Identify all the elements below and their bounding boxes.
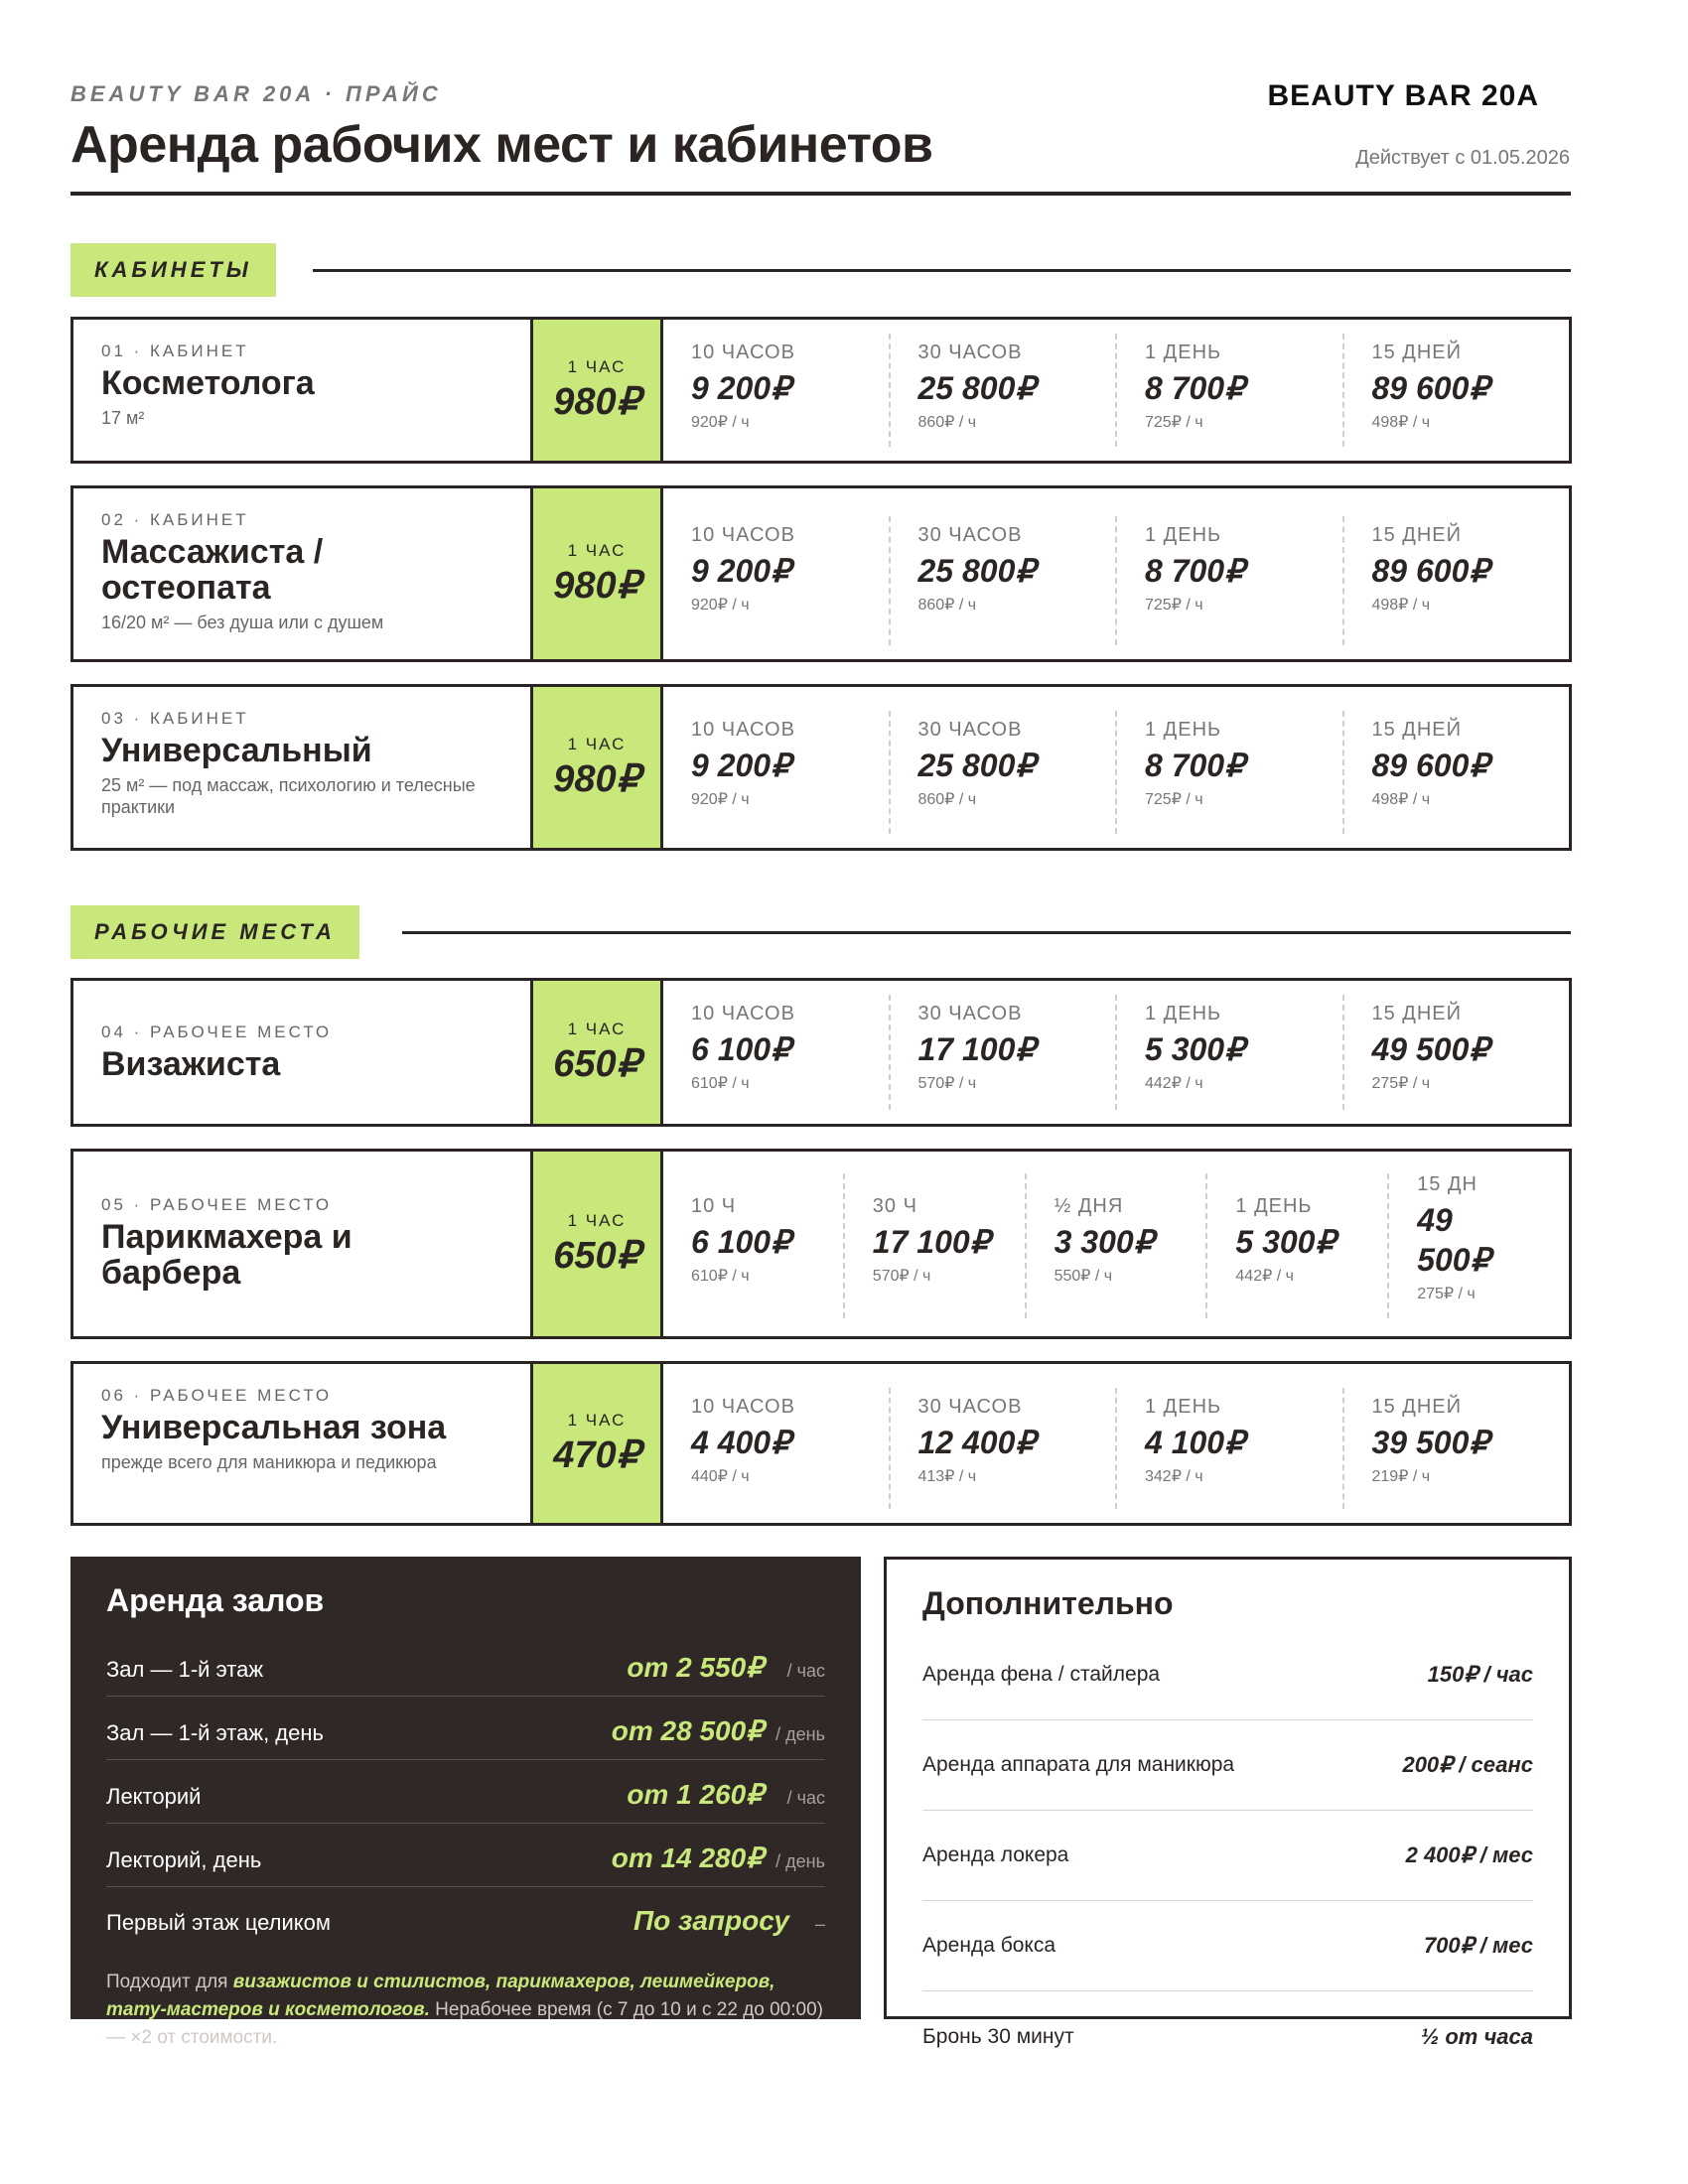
- tier-unit-price: 440₽ / ч: [691, 1468, 750, 1485]
- tier-label: 1 ДЕНЬ: [1145, 1003, 1222, 1024]
- tier-label: 1 ДЕНЬ: [1235, 1195, 1313, 1217]
- tier-unit-price: 920₽ / ч: [691, 414, 750, 431]
- price-row-universal-zone: [70, 1361, 1572, 1526]
- section-tag-cabinets: КАБИНЕТЫ: [70, 243, 276, 297]
- tier-cell: [1344, 516, 1570, 645]
- tier-unit-price: 860₽ / ч: [917, 791, 977, 808]
- tier-label: 30 ЧАСОВ: [917, 524, 1023, 546]
- row-index: 05 · РАБОЧЕЕ МЕСТО: [101, 1195, 333, 1214]
- page-title: Аренда рабочих мест и кабинетов: [70, 116, 933, 174]
- tier-price: 4 100₽: [1145, 1425, 1245, 1460]
- tier-price: 5 300₽: [1235, 1224, 1336, 1260]
- tier-unit-price: 498₽ / ч: [1371, 597, 1431, 614]
- tier-cell: [663, 1173, 845, 1318]
- hall-unit: / день: [775, 1851, 825, 1871]
- tier-cell: [891, 334, 1118, 447]
- row-index: 03 · КАБИНЕТ: [101, 709, 249, 728]
- tier-cell: [1344, 711, 1570, 834]
- tier-list: [663, 320, 1569, 461]
- hour-label: 1 ЧАС: [567, 1019, 627, 1038]
- tier-label: 10 ЧАСОВ: [691, 719, 795, 741]
- hour-price: 650₽: [553, 1234, 640, 1277]
- hall-name: Лекторий, день: [106, 1847, 262, 1872]
- hall-name: Зал — 1-й этаж, день: [106, 1720, 324, 1745]
- row-subtitle: 16/20 м² — без душа или с душем: [101, 613, 384, 632]
- row-index: 06 · РАБОЧЕЕ МЕСТО: [101, 1386, 333, 1405]
- hour-label: 1 ЧАС: [567, 356, 627, 376]
- tier-price: 25 800₽: [917, 748, 1036, 783]
- tier-unit-price: 498₽ / ч: [1371, 791, 1431, 808]
- row-title: Парикмахера и барбера: [101, 1218, 352, 1292]
- tier-unit-price: 570₽ / ч: [917, 1075, 977, 1092]
- section-divider-workplaces: [402, 931, 1571, 934]
- halls-panel: [70, 1557, 861, 2048]
- extra-name: Аренда бокса: [922, 1934, 1056, 1957]
- hour-label: 1 ЧАС: [567, 1410, 627, 1430]
- row-title: Массажиста / остеопата: [101, 533, 324, 607]
- hall-name: Лекторий: [106, 1784, 202, 1809]
- tier-price: 8 700₽: [1145, 370, 1245, 406]
- hall-unit: / час: [786, 1788, 825, 1808]
- extra-price: ½ от часа: [1420, 2023, 1533, 2049]
- tier-label: 30 Ч: [872, 1195, 917, 1217]
- tier-price: 9 200₽: [691, 748, 791, 783]
- tier-price: 4 400₽: [691, 1425, 791, 1460]
- hall-price: от 1 260₽: [627, 1779, 764, 1810]
- tier-price: 12 400₽: [917, 1425, 1036, 1460]
- tier-list: [663, 687, 1569, 848]
- tier-list: [663, 488, 1569, 659]
- tier-price: 39 500₽: [1371, 1425, 1489, 1460]
- tier-label: 30 ЧАСОВ: [917, 1396, 1023, 1418]
- brand-logo: BEAUTY BAR 20A: [1267, 79, 1539, 112]
- row-title: Визажиста: [101, 1045, 281, 1083]
- tier-cell: [663, 995, 891, 1110]
- price-row-hairdresser: [70, 1149, 1572, 1339]
- valid-from: Действует с 01.05.2026: [1355, 147, 1570, 169]
- extra-price: 2 400₽ / мес: [1405, 1843, 1533, 1867]
- tier-label: 15 ДНЕЙ: [1371, 341, 1463, 363]
- tier-price: 49 500₽: [1417, 1202, 1490, 1278]
- extra-row: [922, 1991, 1533, 2082]
- tier-cell: [663, 334, 891, 447]
- tier-price: 3 300₽: [1054, 1224, 1155, 1260]
- hall-price: от 2 550₽: [627, 1652, 764, 1683]
- tier-label: 10 ЧАСОВ: [691, 1396, 795, 1418]
- hour-label: 1 ЧАС: [567, 734, 627, 753]
- tier-label: 30 ЧАСОВ: [917, 719, 1023, 741]
- row-subtitle: прежде всего для маникюра и педикюра: [101, 1452, 437, 1472]
- hour-price-cell: [530, 488, 663, 659]
- row-subtitle: 17 м²: [101, 408, 145, 428]
- price-row-massage: [70, 485, 1572, 662]
- tier-price: 9 200₽: [691, 553, 791, 589]
- tier-price: 8 700₽: [1145, 748, 1245, 783]
- tier-cell: [1344, 1388, 1570, 1509]
- tier-cell: [891, 995, 1118, 1110]
- row-name-block: [73, 320, 530, 461]
- hall-row: [106, 1824, 825, 1887]
- tier-label: 10 ЧАСОВ: [691, 524, 795, 546]
- extra-row: [922, 1901, 1533, 1991]
- tier-price: 89 600₽: [1371, 370, 1489, 406]
- tier-list: [663, 1364, 1569, 1523]
- tier-label: 1 ДЕНЬ: [1145, 719, 1222, 741]
- hour-price-cell: [530, 1364, 663, 1523]
- tier-cell: [1389, 1173, 1569, 1318]
- tier-unit-price: 550₽ / ч: [1054, 1268, 1113, 1285]
- hour-price: 470₽: [553, 1433, 640, 1476]
- row-name-block: [73, 1364, 530, 1523]
- tier-price: 89 600₽: [1371, 553, 1489, 589]
- tier-unit-price: 725₽ / ч: [1145, 414, 1203, 431]
- tier-label: 1 ДЕНЬ: [1145, 1396, 1222, 1418]
- hall-unit: / день: [775, 1724, 825, 1744]
- row-name-block: [73, 1152, 530, 1336]
- extra-price: 200₽ / сеанс: [1402, 1752, 1533, 1777]
- hall-row: [106, 1633, 825, 1697]
- tier-unit-price: 413₽ / ч: [917, 1468, 977, 1485]
- tier-unit-price: 342₽ / ч: [1145, 1468, 1203, 1485]
- extra-title: Дополнительно: [922, 1585, 1174, 1621]
- price-row-cosmetologist: [70, 317, 1572, 464]
- extra-price: 150₽ / час: [1427, 1662, 1533, 1687]
- hour-price-cell: [530, 687, 663, 848]
- tier-unit-price: 275₽ / ч: [1417, 1286, 1476, 1302]
- tier-cell: [1117, 334, 1344, 447]
- tier-cell: [1117, 711, 1344, 834]
- tier-label: 10 ЧАСОВ: [691, 341, 795, 363]
- halls-note: [106, 1969, 825, 2052]
- extra-name: Аренда локера: [922, 1843, 1069, 1866]
- hour-price: 980₽: [553, 564, 640, 607]
- hour-price-cell: [530, 320, 663, 461]
- hall-name: Первый этаж целиком: [106, 1910, 332, 1935]
- extra-row: [922, 1630, 1533, 1720]
- tier-price: 6 100₽: [691, 1031, 791, 1067]
- tier-cell: [891, 516, 1118, 645]
- hall-price: По запросу: [633, 1905, 789, 1936]
- tier-list: [663, 981, 1569, 1124]
- tier-cell: [1344, 334, 1570, 447]
- tier-label: 10 Ч: [691, 1195, 737, 1217]
- tier-cell: [1027, 1173, 1208, 1318]
- tier-label: 1 ДЕНЬ: [1145, 341, 1222, 363]
- price-row-universal-cabinet: [70, 684, 1572, 851]
- page-kicker: BEAUTY BAR 20A · ПРАЙС: [70, 81, 442, 106]
- hall-row: [106, 1760, 825, 1824]
- row-index: 01 · КАБИНЕТ: [101, 341, 249, 360]
- header-divider: [70, 192, 1571, 196]
- tier-unit-price: 498₽ / ч: [1371, 414, 1431, 431]
- extra-name: Аренда фена / стайлера: [922, 1663, 1161, 1686]
- tier-label: 1 ДЕНЬ: [1145, 524, 1222, 546]
- tier-price: 25 800₽: [917, 553, 1036, 589]
- tier-unit-price: 610₽ / ч: [691, 1075, 750, 1092]
- hour-label: 1 ЧАС: [567, 540, 627, 560]
- halls-note-highlight: визажистов и стилистов, парикмахеров, лешмейкеров, тату-мастеров и косметологов.: [106, 1972, 775, 2020]
- halls-note-post: Нерабочее время (с 7 до 10 и с 22 до 00:00) — ×2 от стоимости.: [106, 1999, 823, 2048]
- extra-name: Бронь 30 минут: [922, 2024, 1074, 2048]
- tier-price: 49 500₽: [1371, 1031, 1489, 1067]
- section-tag-workplaces: РАБОЧИЕ МЕСТА: [70, 905, 359, 959]
- tier-label: 15 ДНЕЙ: [1371, 524, 1463, 546]
- tier-label: 30 ЧАСОВ: [917, 341, 1023, 363]
- tier-price: 8 700₽: [1145, 553, 1245, 589]
- tier-unit-price: 275₽ / ч: [1371, 1075, 1431, 1092]
- tier-list: [663, 1152, 1569, 1336]
- tier-cell: [663, 516, 891, 645]
- tier-cell: [845, 1173, 1027, 1318]
- tier-price: 25 800₽: [917, 370, 1036, 406]
- section-divider-cabinets: [313, 269, 1571, 272]
- hall-price: от 28 500₽: [611, 1715, 764, 1746]
- tier-cell: [663, 1388, 891, 1509]
- tier-unit-price: 725₽ / ч: [1145, 791, 1203, 808]
- tier-cell: [1117, 516, 1344, 645]
- hall-unit: / час: [786, 1661, 825, 1681]
- row-name-block: [73, 687, 530, 848]
- row-name-block: [73, 981, 530, 1124]
- halls-title: Аренда залов: [106, 1582, 325, 1618]
- extra-price: 700₽ / мес: [1423, 1933, 1533, 1958]
- extra-row: [922, 1811, 1533, 1901]
- tier-unit-price: 860₽ / ч: [917, 597, 977, 614]
- price-row-makeup: [70, 978, 1572, 1127]
- tier-label: ½ ДНЯ: [1054, 1195, 1124, 1217]
- extra-panel: [884, 1557, 1572, 2049]
- tier-label: 15 ДН: [1417, 1173, 1477, 1195]
- row-index: 02 · КАБИНЕТ: [101, 510, 249, 529]
- hall-price: от 14 280₽: [611, 1843, 764, 1873]
- tier-unit-price: 610₽ / ч: [691, 1268, 750, 1285]
- hour-label: 1 ЧАС: [567, 1210, 627, 1230]
- extra-name: Аренда аппарата для маникюра: [922, 1753, 1235, 1776]
- tier-price: 5 300₽: [1145, 1031, 1245, 1067]
- tier-unit-price: 442₽ / ч: [1145, 1075, 1203, 1092]
- tier-cell: [663, 711, 891, 834]
- tier-cell: [1344, 995, 1570, 1110]
- hour-price: 650₽: [553, 1042, 640, 1085]
- hall-row: [106, 1887, 825, 1951]
- row-title: Косметолога: [101, 364, 315, 402]
- row-index: 04 · РАБОЧЕЕ МЕСТО: [101, 1023, 333, 1041]
- tier-label: 30 ЧАСОВ: [917, 1003, 1023, 1024]
- tier-unit-price: 920₽ / ч: [691, 791, 750, 808]
- tier-price: 9 200₽: [691, 370, 791, 406]
- hour-price-cell: [530, 1152, 663, 1336]
- tier-unit-price: 920₽ / ч: [691, 597, 750, 614]
- hour-price: 980₽: [553, 757, 640, 800]
- halls-note-pre: Подходит для: [106, 1972, 233, 1992]
- tier-label: 15 ДНЕЙ: [1371, 1003, 1463, 1024]
- tier-cell: [1207, 1173, 1389, 1318]
- hall-unit: –: [814, 1914, 825, 1934]
- tier-unit-price: 570₽ / ч: [872, 1268, 931, 1285]
- tier-price: 6 100₽: [691, 1224, 791, 1260]
- row-title: Универсальный: [101, 732, 372, 769]
- hall-row: [106, 1697, 825, 1760]
- hour-price: 980₽: [553, 380, 640, 423]
- tier-price: 17 100₽: [872, 1224, 991, 1260]
- tier-cell: [1117, 1388, 1344, 1509]
- tier-unit-price: 725₽ / ч: [1145, 597, 1203, 614]
- tier-unit-price: 860₽ / ч: [917, 414, 977, 431]
- extra-row: [922, 1720, 1533, 1811]
- row-title: Универсальная зона: [101, 1409, 447, 1446]
- row-name-block: [73, 488, 530, 659]
- tier-label: 15 ДНЕЙ: [1371, 1396, 1463, 1418]
- tier-price: 17 100₽: [917, 1031, 1036, 1067]
- tier-label: 15 ДНЕЙ: [1371, 719, 1463, 741]
- hour-price-cell: [530, 981, 663, 1124]
- row-subtitle: 25 м² — под массаж, психологию и телесные практики: [101, 775, 476, 817]
- tier-cell: [891, 711, 1118, 834]
- tier-cell: [891, 1388, 1118, 1509]
- tier-label: 10 ЧАСОВ: [691, 1003, 795, 1024]
- tier-price: 89 600₽: [1371, 748, 1489, 783]
- tier-unit-price: 219₽ / ч: [1371, 1468, 1431, 1485]
- tier-cell: [1117, 995, 1344, 1110]
- tier-unit-price: 442₽ / ч: [1235, 1268, 1294, 1285]
- hall-name: Зал — 1-й этаж: [106, 1657, 264, 1682]
